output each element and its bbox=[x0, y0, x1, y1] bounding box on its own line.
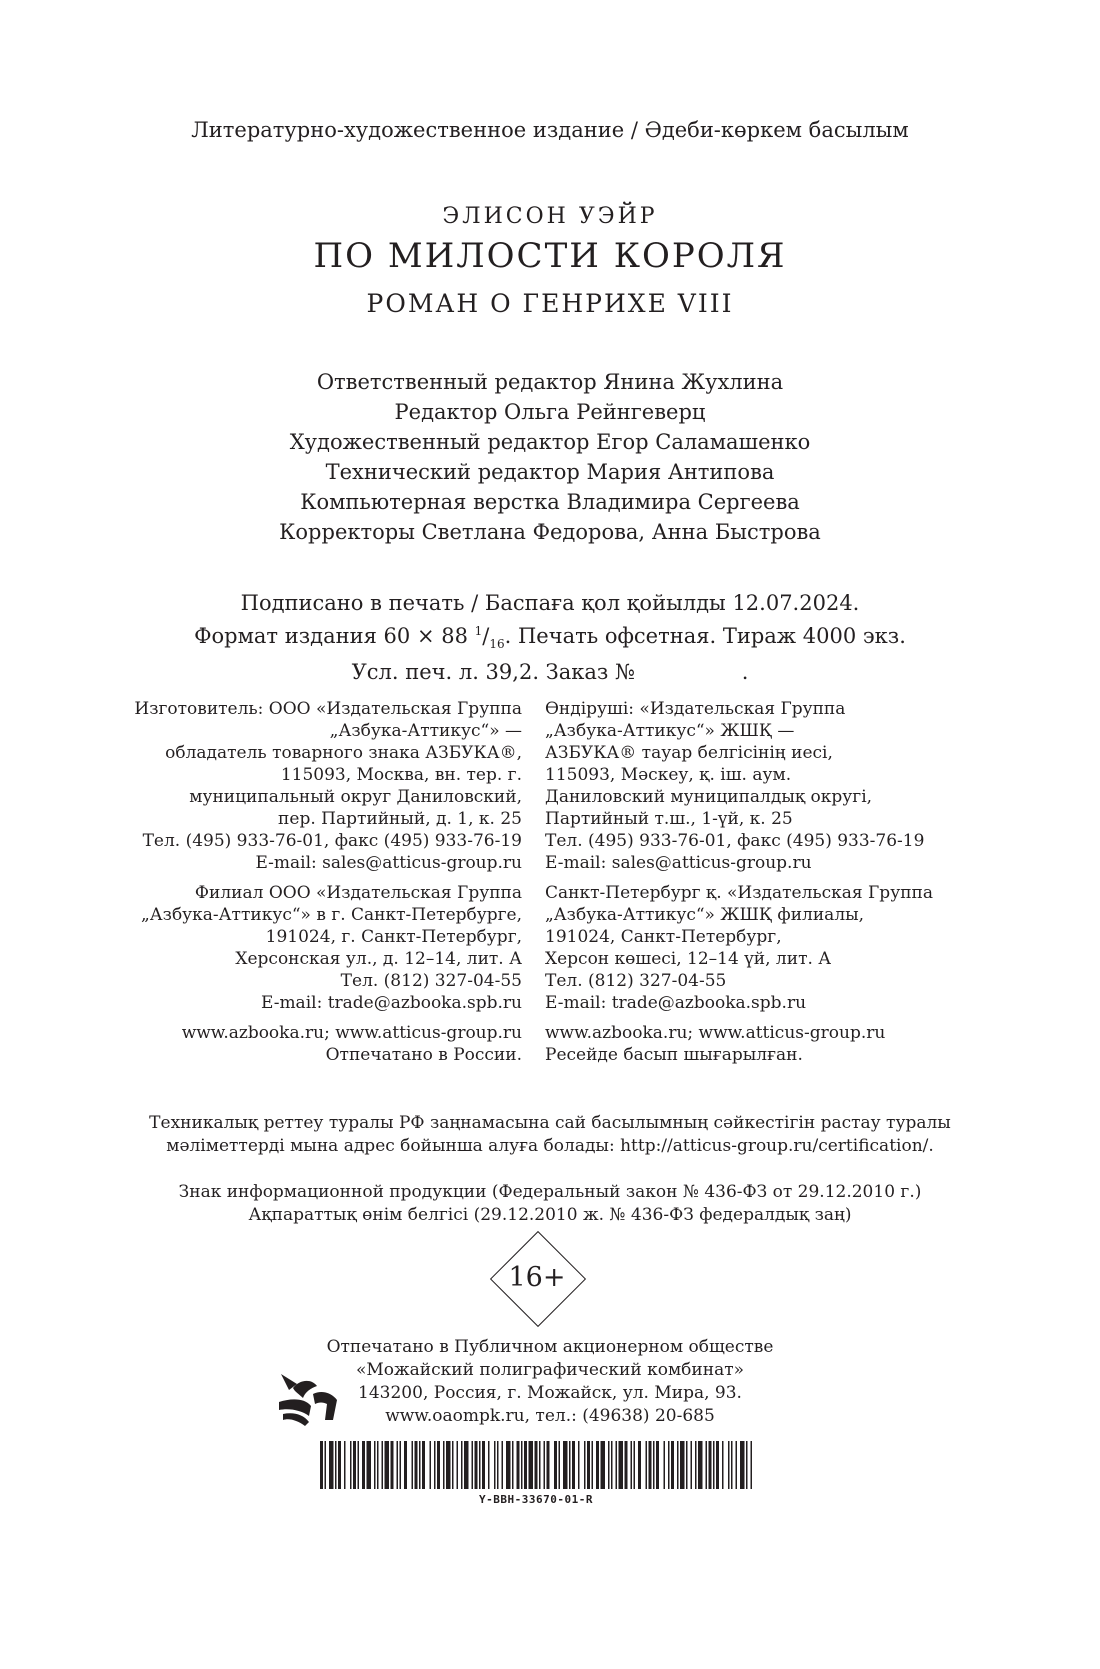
format-fraction-numerator: 1 bbox=[474, 624, 483, 638]
printer-info bbox=[0, 1336, 1100, 1428]
text-line: E-mail: trade@azbooka.spb.ru bbox=[260, 993, 522, 1013]
barcode-bar bbox=[713, 1441, 715, 1489]
barcode-bar bbox=[619, 1441, 624, 1489]
text-line: 115093, Мәскеу, қ. іш. аум. bbox=[545, 765, 792, 785]
barcode-bar bbox=[608, 1441, 610, 1489]
barcode-bar bbox=[374, 1441, 376, 1489]
barcode-bar bbox=[547, 1441, 550, 1489]
manufacturer-block-ru bbox=[82, 698, 522, 874]
barcode-bar bbox=[524, 1441, 527, 1489]
barcode-bar bbox=[457, 1441, 459, 1489]
barcode-bar bbox=[446, 1441, 451, 1489]
book-title: ПО МИЛОСТИ КОРОЛЯ bbox=[313, 236, 787, 276]
barcode-bar bbox=[751, 1441, 753, 1489]
barcode-bar bbox=[578, 1441, 580, 1489]
text-line: Тел. (495) 933-76-01, факс (495) 933-76-19 bbox=[545, 831, 925, 851]
text-line: Өндіруші: «Издательская Группа bbox=[545, 699, 846, 719]
barcode-bar bbox=[422, 1441, 425, 1489]
barcode-bar bbox=[529, 1441, 534, 1489]
text-line: „Азбука-Аттикус“» — bbox=[329, 721, 522, 741]
text-line: Херсон көшесі, 12–14 үй, лит. А bbox=[545, 949, 832, 969]
series-line: Литературно-художественное издание / Әдеби-көркем басылым bbox=[191, 118, 909, 142]
barcode-bar bbox=[664, 1441, 666, 1489]
credits-list bbox=[0, 367, 1100, 547]
text-line: Тел. (812) 327-04-55 bbox=[340, 971, 522, 991]
barcode-bar bbox=[479, 1441, 481, 1489]
barcode-bar bbox=[385, 1441, 390, 1489]
text-line: E-mail: sales@atticus-group.ru bbox=[255, 853, 522, 873]
barcode-bar bbox=[722, 1441, 724, 1489]
barcode-bar bbox=[691, 1441, 693, 1489]
barcode-bar bbox=[569, 1441, 571, 1489]
barcode-bar bbox=[677, 1441, 679, 1489]
text-line: Изготовитель: ООО «Издательская Группа bbox=[134, 699, 522, 719]
info-sign-note bbox=[0, 1181, 1100, 1227]
manufacturer-block-kz bbox=[545, 698, 985, 874]
text-line: Знак информационной продукции (Федеральный закон № 436-ФЗ от 29.12.2010 г.) bbox=[178, 1182, 922, 1202]
credit-line: Художественный редактор Егор Саламашенко bbox=[289, 430, 811, 454]
certification-note bbox=[0, 1112, 1100, 1158]
barcode-bar bbox=[475, 1441, 478, 1489]
format-text-rest: . Печать офсетная. Тираж 4000 экз. bbox=[504, 624, 906, 648]
barcode-bar bbox=[434, 1441, 436, 1489]
barcode-bar bbox=[412, 1441, 414, 1489]
text-line: E-mail: sales@atticus-group.ru bbox=[545, 853, 812, 873]
print-signed-line: Подписано в печать / Баспаға қол қойылды 12.07.2024. bbox=[240, 591, 860, 615]
text-line: „Азбука-Аттикус“» в г. Санкт-Петербурге, bbox=[140, 905, 522, 925]
barcode-bar bbox=[382, 1441, 384, 1489]
barcode-bar bbox=[709, 1441, 712, 1489]
barcode-bar bbox=[746, 1441, 748, 1489]
barcode-bar bbox=[452, 1441, 454, 1489]
barcode-bar bbox=[404, 1441, 407, 1489]
credit-line: Корректоры Светлана Федорова, Анна Быстрова bbox=[279, 520, 821, 544]
barcode-bar bbox=[544, 1441, 546, 1489]
barcode-bar bbox=[625, 1441, 628, 1489]
barcode-bar bbox=[601, 1441, 606, 1489]
barcode-code: Y-BBH-33670-01-R bbox=[479, 1493, 593, 1506]
barcode-bar bbox=[587, 1441, 590, 1489]
column-russian bbox=[82, 698, 522, 1074]
barcode-bar bbox=[671, 1441, 674, 1489]
barcode-bar bbox=[461, 1441, 463, 1489]
barcode-bar bbox=[631, 1441, 633, 1489]
barcode-bar bbox=[377, 1441, 379, 1489]
age-rating-badge bbox=[490, 1231, 584, 1325]
barcode-bar bbox=[698, 1441, 703, 1489]
barcode-bar bbox=[517, 1441, 520, 1489]
age-rating-text: 16+ bbox=[508, 1262, 566, 1293]
barcode-bar bbox=[521, 1441, 523, 1489]
text-line: 191024, Санкт-Петербург, bbox=[545, 927, 782, 947]
barcode-bar bbox=[358, 1441, 360, 1489]
barcode-bar bbox=[344, 1441, 346, 1489]
author-name: ЭЛИСОН УЭЙР bbox=[442, 204, 658, 229]
barcode-bar bbox=[728, 1441, 730, 1489]
barcode-bar bbox=[535, 1441, 538, 1489]
barcode-bar bbox=[592, 1441, 594, 1489]
barcode-bar bbox=[488, 1441, 490, 1489]
barcode-bar bbox=[415, 1441, 418, 1489]
barcode-bar bbox=[616, 1441, 618, 1489]
barcode-bar bbox=[634, 1441, 636, 1489]
credit-line: Ответственный редактор Янина Жухлина bbox=[316, 370, 784, 394]
barcode-bar bbox=[320, 1441, 323, 1489]
publisher-columns bbox=[0, 698, 1100, 1098]
barcode-bar bbox=[706, 1441, 708, 1489]
barcode-bar bbox=[391, 1441, 394, 1489]
print-format-line: Формат издания 60 × 88 $^1/_{16}$. Печать офсетная. Тираж 4000 экз. bbox=[194, 624, 906, 652]
barcode-bar bbox=[736, 1441, 738, 1489]
barcode-bar bbox=[646, 1441, 648, 1489]
text-line: Ресейде басып шығарылған. bbox=[545, 1045, 803, 1065]
barcode-bar bbox=[472, 1441, 474, 1489]
text-line: муниципальный округ Даниловский, bbox=[189, 787, 522, 807]
barcode-bar bbox=[716, 1441, 719, 1489]
text-line: www.oaompk.ru, тел.: (49638) 20-685 bbox=[385, 1406, 715, 1426]
barcode-bar bbox=[584, 1441, 586, 1489]
barcode-bar bbox=[695, 1441, 697, 1489]
barcode-bar bbox=[638, 1441, 641, 1489]
barcode-bar bbox=[668, 1441, 670, 1489]
barcode-bar bbox=[686, 1441, 688, 1489]
text-line: мәліметтерді мына адрес бойынша алуға болады: http://atticus-group.ru/certification/. bbox=[166, 1136, 934, 1156]
credit-line: Компьютерная верстка Владимира Сергеева bbox=[300, 490, 800, 514]
barcode-bar bbox=[335, 1441, 337, 1489]
text-line: Филиал ООО «Издательская Группа bbox=[194, 883, 522, 903]
barcode-bar bbox=[653, 1441, 655, 1489]
barcode-bar bbox=[350, 1441, 352, 1489]
text-line: www.azbooka.ru; www.atticus-group.ru bbox=[181, 1023, 522, 1043]
credit-line: Технический редактор Мария Антипова bbox=[325, 460, 775, 484]
barcode-bar bbox=[539, 1441, 541, 1489]
web-block-kz bbox=[545, 1022, 985, 1066]
barcode-bar bbox=[649, 1441, 652, 1489]
text-line: www.azbooka.ru; www.atticus-group.ru bbox=[545, 1023, 886, 1043]
barcode-bar bbox=[502, 1441, 504, 1489]
barcode-bar bbox=[494, 1441, 496, 1489]
text-line: «Можайский полиграфический комбинат» bbox=[355, 1360, 745, 1380]
barcode-bar bbox=[367, 1441, 372, 1489]
barcode-bar bbox=[353, 1441, 356, 1489]
barcode-bar bbox=[482, 1441, 485, 1489]
barcode-bar bbox=[563, 1441, 568, 1489]
barcode-bar bbox=[740, 1441, 745, 1489]
barcode-bar bbox=[325, 1441, 327, 1489]
text-line: Отпечатано в Публичном акционерном обществе bbox=[326, 1337, 774, 1357]
book-subtitle: РОМАН О ГЕНРИХЕ VIII bbox=[366, 289, 734, 318]
text-line: пер. Партийный, д. 1, к. 25 bbox=[278, 809, 522, 829]
barcode bbox=[320, 1441, 752, 1489]
barcode-bar bbox=[419, 1441, 421, 1489]
format-fraction-denominator: 16 bbox=[489, 637, 505, 652]
format-text: Формат издания 60 × 88 bbox=[194, 624, 475, 648]
text-line: 143200, Россия, г. Можайск, ул. Мира, 93. bbox=[358, 1383, 742, 1403]
barcode-bar bbox=[596, 1441, 599, 1489]
print-order-line: Усл. печ. л. 39,2. Заказ № . bbox=[351, 660, 749, 685]
barcode-bar bbox=[559, 1441, 561, 1489]
barcode-bar bbox=[572, 1441, 575, 1489]
text-line: Санкт-Петербург қ. «Издательская Группа bbox=[545, 883, 933, 903]
text-line: „Азбука-Аттикус“» ЖШҚ филиалы, bbox=[545, 905, 865, 925]
branch-block-ru bbox=[82, 882, 522, 1014]
barcode-bar bbox=[731, 1441, 733, 1489]
print-info bbox=[0, 589, 1100, 686]
barcode-bar bbox=[506, 1441, 511, 1489]
text-line: 191024, г. Санкт-Петербург, bbox=[265, 927, 522, 947]
text-line: Херсонская ул., д. 12–14, лит. А bbox=[235, 949, 522, 969]
barcode-bar bbox=[680, 1441, 685, 1489]
barcode-bar bbox=[512, 1441, 514, 1489]
barcode-bar bbox=[611, 1441, 613, 1489]
barcode-bar bbox=[397, 1441, 399, 1489]
text-line: E-mail: trade@azbooka.spb.ru bbox=[545, 993, 807, 1013]
text-line: Отпечатано в России. bbox=[325, 1045, 522, 1065]
barcode-bar bbox=[362, 1441, 365, 1489]
barcode-bar bbox=[437, 1441, 440, 1489]
barcode-bar bbox=[329, 1441, 334, 1489]
text-line: АЗБУКА® тауар белгісінің иесі, bbox=[545, 743, 833, 763]
web-block-ru bbox=[82, 1022, 522, 1066]
text-line: Техникалық реттеу туралы РФ заңнамасына сай басылымның сәйкестігін растау туралы bbox=[149, 1113, 951, 1133]
text-line: Партийный т.ш., 1-үй, к. 25 bbox=[545, 809, 793, 829]
text-line: Тел. (812) 327-04-55 bbox=[545, 971, 727, 991]
text-line: обладатель товарного знака АЗБУКА®, bbox=[165, 743, 522, 763]
text-line: „Азбука-Аттикус“» ЖШҚ — bbox=[545, 721, 795, 741]
barcode-bar bbox=[400, 1441, 402, 1489]
text-line: 115093, Москва, вн. тер. г. bbox=[280, 765, 522, 785]
barcode-bar bbox=[497, 1441, 499, 1489]
credit-line: Редактор Ольга Рейнгеверц bbox=[394, 400, 706, 424]
barcode-bar bbox=[430, 1441, 432, 1489]
barcode-bar bbox=[338, 1441, 341, 1489]
barcode-bar bbox=[464, 1441, 469, 1489]
barcode-bar bbox=[656, 1441, 659, 1489]
text-line: Ақпараттық өнім белгісі (29.12.2010 ж. № 436-ФЗ федералдық заң) bbox=[248, 1205, 852, 1225]
column-kazakh bbox=[545, 698, 985, 1074]
barcode-bar bbox=[554, 1441, 557, 1489]
text-line: Даниловский муниципалдық округі, bbox=[545, 787, 873, 807]
barcode-bar bbox=[443, 1441, 445, 1489]
text-line: Тел. (495) 933-76-01, факс (495) 933-76-19 bbox=[142, 831, 522, 851]
branch-block-kz bbox=[545, 882, 985, 1014]
